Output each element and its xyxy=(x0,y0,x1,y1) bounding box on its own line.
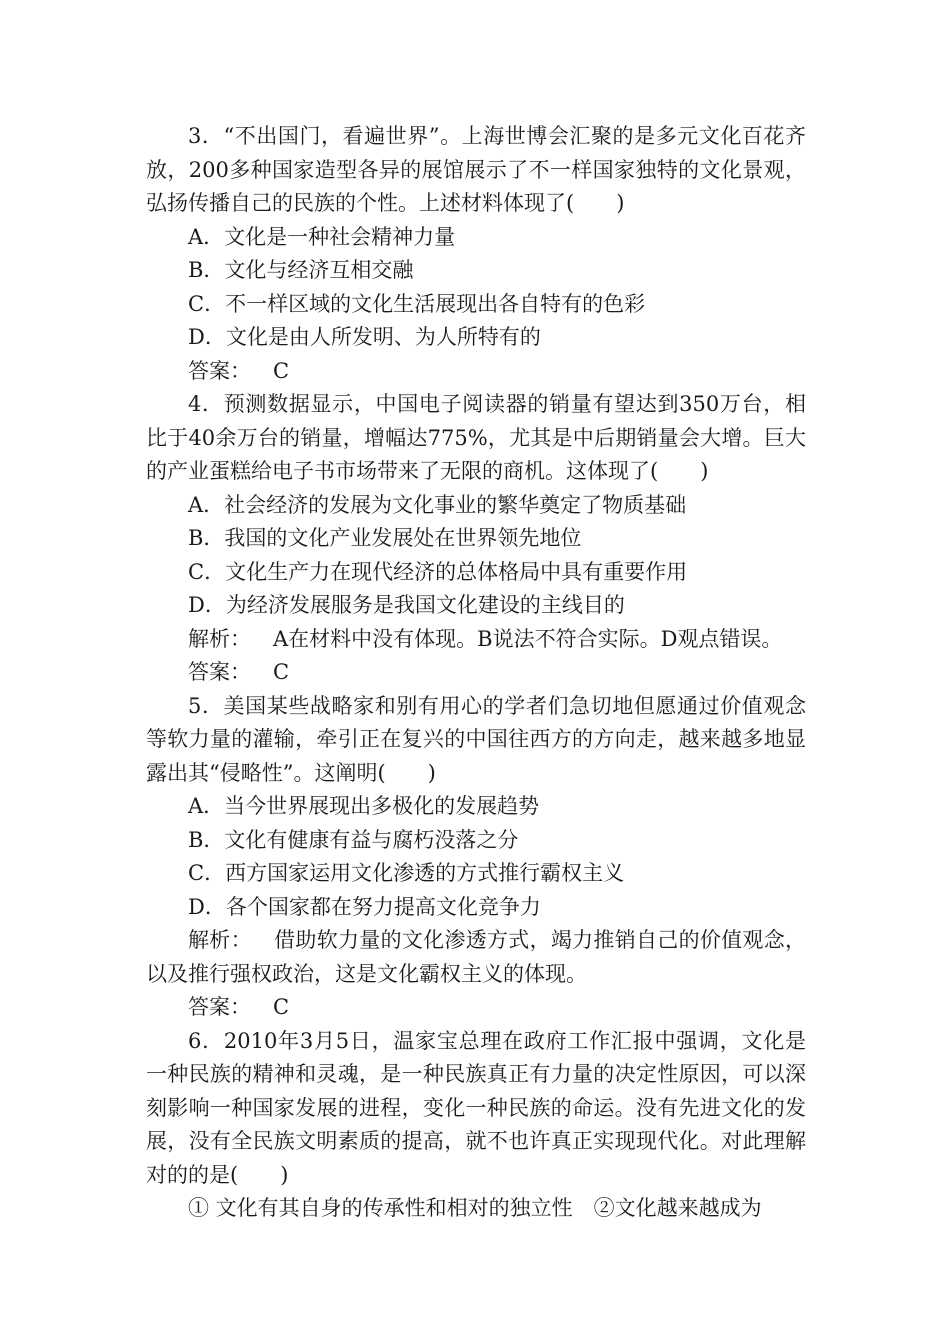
question-4-stem: 4．预测数据显示，中国电子阅读器的销量有望达到350万台，相比于40余万台的销量，增幅达775%，尤其是中后期销量会大增。巨大的产业蛋糕给电子书市场带来了无限的商机。这体现了( ) xyxy=(146,392,806,483)
question-3-stem: 3．“不出国门，看遍世界”。上海世博会汇聚的是多元文化百花齐放，200多种国家造型各异的展馆展示了不一样国家独特的文化景观，弘扬传播自己的民族的个性。上述材料体现了( ) xyxy=(146,124,806,215)
answer-label: 答案： xyxy=(188,660,251,684)
question-3-answer-line xyxy=(146,355,806,389)
question-4-answer-line xyxy=(146,656,806,690)
question-4-option-a: A．社会经济的发展为文化事业的繁华奠定了物质基础 xyxy=(188,492,687,517)
answer-value: C xyxy=(273,358,290,383)
answer-label: 答案： xyxy=(188,995,251,1019)
explanation-label: 解析： xyxy=(188,928,252,952)
question-5-option-b: B．文化有健康有益与腐朽没落之分 xyxy=(188,827,519,852)
question-5-stem: 5．美国某些战略家和别有用心的学者们急切地但愿通过价值观念等软力量的灌输，牵引正在复兴的中国往西方的方向走，越来越多地显露出其“侵略性”。这阐明( ) xyxy=(146,693,806,785)
question-5-explanation-line xyxy=(146,924,806,991)
answer-label: 答案： xyxy=(188,358,251,383)
question-5-option-d: D．各个国家都在努力提高文化竞争力 xyxy=(188,894,541,919)
question-3-option-d: D．文化是由人所发明、为人所特有的 xyxy=(188,325,541,349)
question-6-statements: ① 文化有其自身的传承性和相对的独立性 ②文化越来越成为 xyxy=(188,1196,762,1220)
question-5-answer-line xyxy=(146,991,806,1025)
question-3-option-c: C．不一样区域的文化生活展现出各自特有的色彩 xyxy=(188,291,646,316)
question-3-option-b: B．文化与经济互相交融 xyxy=(188,258,414,282)
explanation-label: 解析： xyxy=(188,626,251,651)
question-5-option-c: C．西方国家运用文化渗透的方式推行霸权主义 xyxy=(188,861,625,885)
question-4-option-c: C．文化生产力在现代经济的总体格局中具有重要作用 xyxy=(188,559,688,584)
question-list xyxy=(146,120,806,1226)
question-4-option-d: D．为经济发展服务是我国文化建设的主线目的 xyxy=(188,593,625,617)
answer-value: C xyxy=(273,995,290,1019)
explanation-text: 借助软力量的文化渗透方式，竭力推销自己的价值观念，以及推行强权政治，这是文化霸权主义的体现。 xyxy=(146,928,806,986)
explanation-text: A在材料中没有体现。B说法不符合实际。D观点错误。 xyxy=(273,626,783,651)
question-4-option-b: B．我国的文化产业发展处在世界领先地位 xyxy=(188,526,582,550)
answer-value: C xyxy=(273,660,290,684)
question-6-stem: 6．2010年3月5日，温家宝总理在政府工作汇报中强调，文化是一种民族的精神和灵魂，是一种民族真正有力量的决定性原因，可以深刻影响一种国家发展的进程，变化一种民族的命运。没有先进文化的发展，没有全民族文明素质的提高，就不也许真正实现现代化。对此理解对的的是( ) xyxy=(146,1028,806,1187)
question-4-explanation-line xyxy=(146,623,806,657)
question-5-option-a: A．当今世界展现出多极化的发展趋势 xyxy=(188,794,540,818)
question-3-option-a: A．文化是一种社会精神力量 xyxy=(188,224,456,249)
